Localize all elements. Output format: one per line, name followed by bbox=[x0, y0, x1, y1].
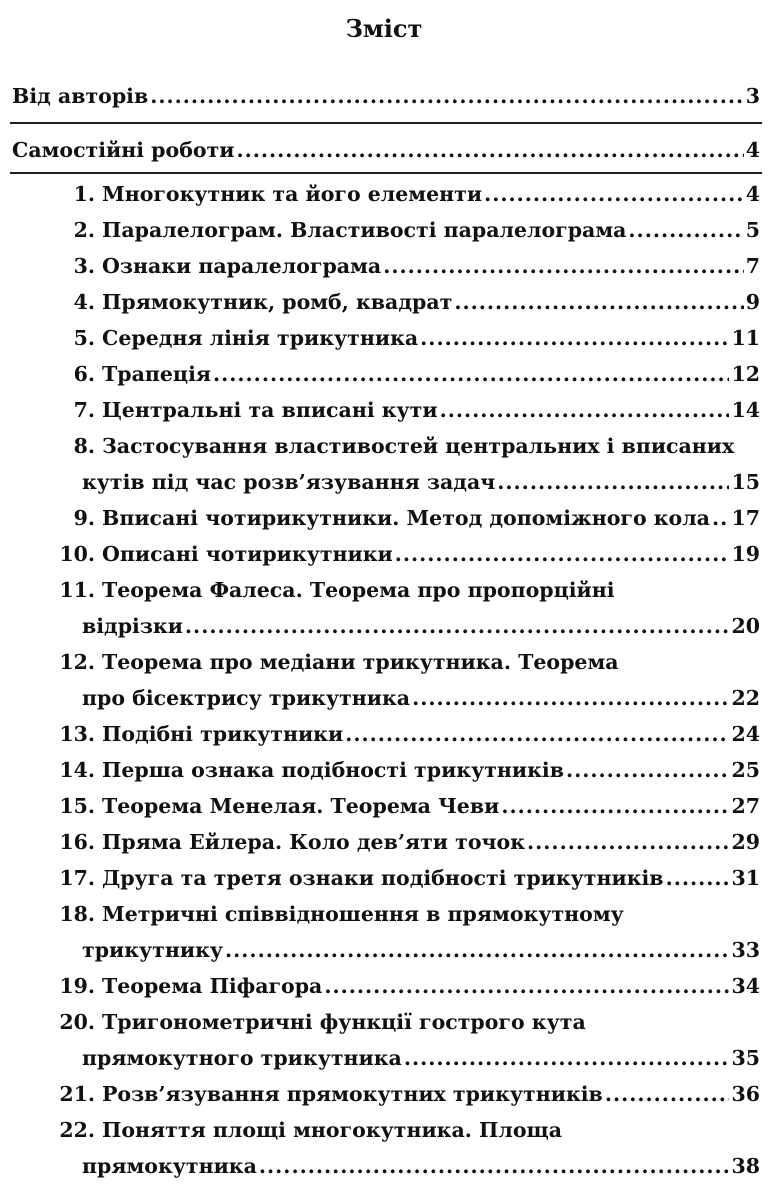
leader-dots bbox=[150, 84, 744, 108]
toc-page-number: 11 bbox=[731, 326, 760, 350]
toc-entry bbox=[102, 398, 760, 422]
toc-entry-authors bbox=[12, 84, 760, 108]
toc-label: Прямокутник, ромб, квадрат bbox=[102, 290, 453, 314]
leader-dots bbox=[566, 758, 730, 782]
toc-entry bbox=[102, 290, 760, 314]
toc-page-number: 22 bbox=[731, 686, 760, 710]
toc-label: Вписані чотирикутники. Метод допоміжного кола bbox=[102, 506, 710, 530]
toc-label: Застосування властивостей центральних і вписаних bbox=[102, 434, 735, 458]
toc-page-number: 35 bbox=[731, 1046, 760, 1070]
toc-page-number: 17 bbox=[731, 506, 760, 530]
toc-entry-continuation bbox=[82, 1046, 760, 1070]
toc-label: Теорема Піфагора bbox=[102, 974, 323, 998]
toc-entry-number: 1. bbox=[73, 182, 95, 206]
toc-entry bbox=[102, 974, 760, 998]
toc-entry-number: 7. bbox=[73, 398, 95, 422]
toc-entry-continuation bbox=[82, 938, 760, 962]
toc-entry bbox=[102, 218, 760, 242]
leader-dots bbox=[628, 218, 743, 242]
toc-label: Від авторів bbox=[12, 84, 149, 108]
leader-dots bbox=[712, 506, 730, 530]
toc-entry-number: 11. bbox=[59, 578, 95, 602]
toc-entry-number: 22. bbox=[59, 1118, 95, 1142]
toc-label-continuation: прямокутного трикутника bbox=[82, 1046, 402, 1070]
toc-entry-number: 15. bbox=[59, 794, 95, 818]
toc-entry bbox=[102, 794, 760, 818]
leader-dots bbox=[324, 974, 729, 998]
toc-label: Метричні співвідношення в прямокутному bbox=[102, 902, 624, 926]
toc-label-continuation: трикутнику bbox=[82, 938, 224, 962]
toc-page-number: 25 bbox=[731, 758, 760, 782]
toc-entry bbox=[102, 830, 760, 854]
toc-entry bbox=[102, 326, 760, 350]
toc-label: Подібні трикутники bbox=[102, 722, 344, 746]
toc-entry-number: 19. bbox=[59, 974, 95, 998]
toc-page-number: 14 bbox=[731, 398, 760, 422]
toc-entry-number: 6. bbox=[73, 362, 95, 386]
toc-page-number: 19 bbox=[731, 542, 760, 566]
toc-label-continuation: кутів під час розв’язування задач bbox=[82, 470, 496, 494]
leader-dots bbox=[440, 398, 730, 422]
leader-dots bbox=[666, 866, 730, 890]
toc-page-number: 31 bbox=[731, 866, 760, 890]
leader-dots bbox=[484, 182, 744, 206]
leader-dots bbox=[345, 722, 729, 746]
toc-page-number: 24 bbox=[731, 722, 760, 746]
toc-page-number: 9 bbox=[745, 290, 760, 314]
leader-dots bbox=[225, 938, 729, 962]
toc-label: Теорема Менелая. Теорема Чеви bbox=[102, 794, 500, 818]
toc-entry-continuation bbox=[82, 1154, 760, 1178]
toc-label: Описані чотирикутники bbox=[102, 542, 393, 566]
toc-entry bbox=[102, 722, 760, 746]
toc-entry-number: 21. bbox=[59, 1082, 95, 1106]
separator-line bbox=[10, 122, 762, 124]
toc-entry-number: 5. bbox=[73, 326, 95, 350]
toc-entry bbox=[102, 182, 760, 206]
toc-page-number: 5 bbox=[745, 218, 760, 242]
toc-page-number: 38 bbox=[731, 1154, 760, 1178]
toc-entry bbox=[102, 254, 760, 278]
toc-entry-continuation bbox=[82, 686, 760, 710]
toc-entry-number: 14. bbox=[59, 758, 95, 782]
toc-label: Поняття площі многокутника. Площа bbox=[102, 1118, 562, 1142]
toc-page-number: 12 bbox=[731, 362, 760, 386]
toc-label: Середня лінія трикутника bbox=[102, 326, 419, 350]
toc-label: Теорема про медіани трикутника. Теорема bbox=[102, 650, 619, 674]
toc-label: Теорема Фалеса. Теорема про пропорційні bbox=[102, 578, 615, 602]
toc-entry bbox=[102, 758, 760, 782]
leader-dots bbox=[259, 1154, 730, 1178]
toc-entry-number: 9. bbox=[73, 506, 95, 530]
leader-dots bbox=[527, 830, 729, 854]
toc-entry-number: 20. bbox=[59, 1010, 95, 1034]
toc-entry bbox=[102, 542, 760, 566]
leader-dots bbox=[404, 1046, 730, 1070]
toc-entry-number: 8. bbox=[73, 434, 95, 458]
leader-dots bbox=[412, 686, 729, 710]
toc-label: Друга та третя ознаки подібності трикутників bbox=[102, 866, 664, 890]
leader-dots bbox=[454, 290, 743, 314]
leader-dots bbox=[185, 614, 730, 638]
toc-entry-works bbox=[12, 138, 760, 162]
toc-entry-continuation bbox=[82, 614, 760, 638]
leader-dots bbox=[605, 1082, 730, 1106]
toc-entry-continuation bbox=[82, 470, 760, 494]
toc-label-continuation: прямокутника bbox=[82, 1154, 257, 1178]
toc-label: Розв’язування прямокутних трикутників bbox=[102, 1082, 603, 1106]
toc-page-number: 15 bbox=[731, 470, 760, 494]
toc-label: Многокутник та його елементи bbox=[102, 182, 483, 206]
toc-label: Центральні та вписані кути bbox=[102, 398, 438, 422]
leader-dots bbox=[420, 326, 729, 350]
toc-page-number: 4 bbox=[745, 138, 760, 162]
toc-page-number: 27 bbox=[731, 794, 760, 818]
toc-label: Пряма Ейлера. Коло дев’яти точок bbox=[102, 830, 526, 854]
toc-entry-number: 10. bbox=[59, 542, 95, 566]
leader-dots bbox=[236, 138, 743, 162]
leader-dots bbox=[497, 470, 729, 494]
toc-page-number: 20 bbox=[731, 614, 760, 638]
toc-page-number: 34 bbox=[731, 974, 760, 998]
toc-label: Трапеція bbox=[102, 362, 211, 386]
toc-label: Паралелограм. Властивості паралелограма bbox=[102, 218, 627, 242]
leader-dots bbox=[395, 542, 730, 566]
toc-entry-number: 16. bbox=[59, 830, 95, 854]
toc-entry-number: 13. bbox=[59, 722, 95, 746]
toc-page-number: 36 bbox=[731, 1082, 760, 1106]
toc-label: Тригонометричні функції гострого кута bbox=[102, 1010, 586, 1034]
toc-entry bbox=[102, 506, 760, 530]
toc-entry bbox=[102, 1082, 760, 1106]
toc-page-number: 4 bbox=[745, 182, 760, 206]
leader-dots bbox=[383, 254, 744, 278]
separator-line bbox=[10, 172, 762, 174]
toc-label: Самостійні роботи bbox=[12, 138, 235, 162]
toc-page-number: 29 bbox=[731, 830, 760, 854]
leader-dots bbox=[213, 362, 729, 386]
toc-entry-number: 3. bbox=[73, 254, 95, 278]
page-title: Зміст bbox=[345, 14, 423, 43]
toc-entry-number: 2. bbox=[73, 218, 95, 242]
toc-label: Перша ознака подібності трикутників bbox=[102, 758, 564, 782]
leader-dots bbox=[501, 794, 729, 818]
toc-label: Ознаки паралелограма bbox=[102, 254, 382, 278]
toc-page-number: 7 bbox=[745, 254, 760, 278]
toc-entry-number: 4. bbox=[73, 290, 95, 314]
toc-entry-number: 12. bbox=[59, 650, 95, 674]
toc-entry-number: 17. bbox=[59, 866, 95, 890]
toc-entry bbox=[102, 362, 760, 386]
toc-entry bbox=[102, 866, 760, 890]
toc-label-continuation: відрізки bbox=[82, 614, 183, 638]
toc-entry-number: 18. bbox=[59, 902, 95, 926]
toc-label-continuation: про бісектрису трикутника bbox=[82, 686, 411, 710]
toc-page-number: 3 bbox=[745, 84, 760, 108]
toc-page-number: 33 bbox=[731, 938, 760, 962]
